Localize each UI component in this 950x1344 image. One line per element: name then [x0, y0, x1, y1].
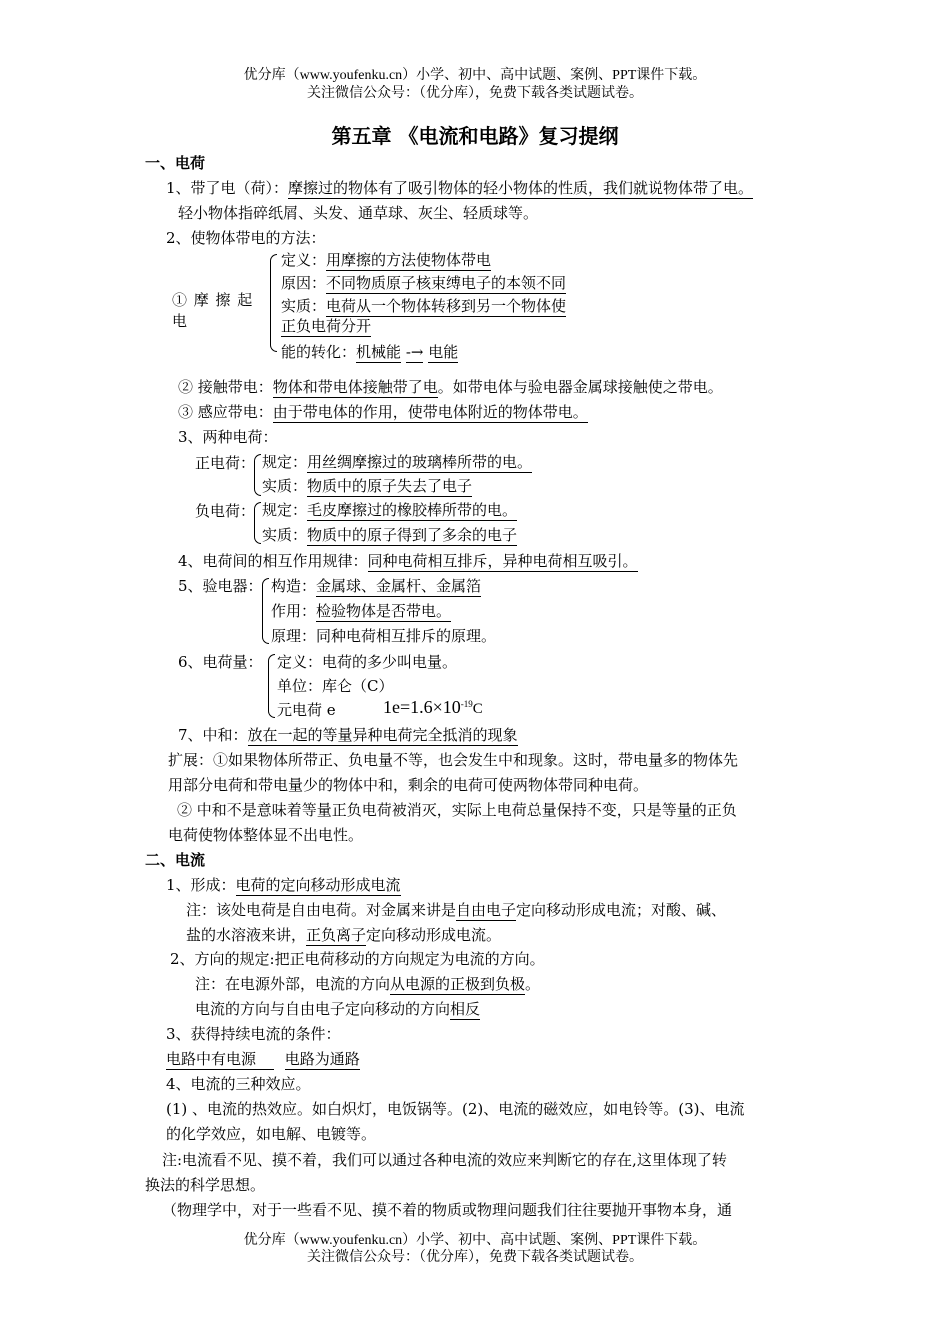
method-1-energy — [281, 342, 458, 362]
brace-positive — [254, 454, 261, 496]
elementary-charge-label: 元电荷 e — [277, 701, 336, 719]
page-title: 第五章 《电流和电路》复习提纲 — [331, 124, 619, 148]
negative-rule-label: 规定： — [262, 501, 308, 519]
item-5-label: 5、验电器： — [178, 577, 263, 595]
charge-definition: 定义：电荷的多少叫电量。 — [277, 653, 458, 671]
energy-from: 机械能 — [356, 343, 402, 361]
item-6-label: 6、电荷量： — [178, 653, 263, 671]
item-7-text: 放在一起的等量异种电荷完全抵消的现象 — [247, 726, 518, 744]
direction-note-2 — [195, 999, 480, 1019]
direction-note-b: 。 — [525, 975, 541, 993]
electroscope-structure — [271, 576, 481, 596]
method-2-rest: 。如带电体与验电器金属球接触使之带电。 — [437, 378, 723, 396]
method-2-text: 物体和带电体接触带了电 — [272, 378, 438, 396]
item-4-label: 4、电荷间的相互作用规律： — [178, 552, 368, 570]
method-3 — [178, 402, 588, 422]
energy-arrow: -→ — [405, 343, 424, 361]
item-4-text: 同种电荷相互排斥，异种电荷相互吸引。 — [367, 552, 638, 570]
note-line-2: 换法的科学思想。 — [145, 1176, 266, 1194]
negative-essence-text: 物质中的原子得到了多余的电子 — [307, 526, 518, 544]
note-1-b: 定向移动形成电流；对酸、碱、 — [516, 901, 727, 919]
e-unit: C — [472, 701, 483, 717]
positive-rule-label: 规定： — [262, 453, 308, 471]
item-1-text: 摩擦过的物体有了吸引物体的轻小物体的性质，我们就说物体带了电。 — [288, 179, 754, 197]
definition-text: 用摩擦的方法使物体带电 — [326, 251, 492, 269]
note-2-underline: 正负离子 — [306, 926, 367, 944]
footer-line-2: 关注微信公众号：（优分库），免费下载各类试题试卷。 — [307, 1250, 643, 1265]
energy-to: 电能 — [428, 343, 459, 361]
negative-rule-text: 毛皮摩擦过的橡胶棒所带的电。 — [307, 501, 518, 519]
brace-electroscope — [262, 578, 269, 644]
extension-line-1: 扩展：①如果物体所带正、负电量不等，也会发生中和现象。这时，带电量多的物体先 — [168, 751, 739, 769]
positive-essence-label: 实质： — [262, 477, 308, 495]
method-1-essence-2 — [281, 316, 371, 336]
method-3-text: 由于带电体的作用，使带电体附近的物体带电。 — [272, 403, 588, 421]
note-1-a: 注：该处电荷是自由电荷。对金属来讲是 — [186, 901, 457, 919]
item-7-label: 7、中和： — [178, 726, 248, 744]
method-1-essence — [281, 296, 566, 316]
e-exponent: -19 — [460, 699, 473, 709]
extension-line-2: 用部分电荷和带电量少的物体中和，剩余的电荷可使两物体带同种电荷。 — [168, 776, 649, 794]
direction-rule: 2、方向的规定:把正电荷移动的方向规定为电流的方向。 — [170, 950, 545, 968]
section-2-heading: 二、电流 — [145, 851, 206, 869]
formation-note-2 — [186, 925, 501, 945]
item-2: 2、使物体带电的方法： — [166, 229, 326, 247]
method-3-label: ③ 感应带电： — [178, 403, 273, 421]
method-2-label: ② 接触带电： — [178, 378, 273, 396]
positive-rule-text: 用丝绸摩擦过的玻璃棒所带的电。 — [307, 453, 533, 471]
header-line-2: 关注微信公众号：（优分库），免费下载各类试题试卷。 — [307, 86, 643, 101]
function-text: 检验物体是否带电。 — [316, 602, 452, 620]
essence-text-2: 正负电荷分开 — [281, 317, 372, 335]
effects-line-2: 的化学效应，如电解、电镀等。 — [166, 1125, 377, 1143]
effects-line-1: (1) 、电流的热效应。如白炽灯，电饭锅等。(2)、电流的磁效应，如电铃等。(3)、电流 — [166, 1100, 745, 1118]
direction-note-2-underline: 相反 — [450, 1000, 481, 1018]
negative-charge-label: 负电荷： — [195, 502, 256, 520]
item-3: 3、两种电荷： — [178, 428, 278, 446]
method-1-reason — [281, 273, 566, 293]
elementary-charge-value — [383, 694, 483, 719]
direction-note-a: 注：在电源外部，电流的方向 — [195, 975, 391, 993]
effects-heading: 4、电流的三种效应。 — [166, 1075, 311, 1093]
condition-items — [166, 1049, 360, 1069]
condition-a: 电路中有电源 — [166, 1050, 274, 1070]
brace-charge-quantity — [268, 654, 275, 718]
e-value: 1e=1.6×10 — [383, 697, 461, 717]
brace-method-1 — [270, 254, 277, 352]
note-1-underline: 自由电子 — [456, 901, 517, 919]
formation-text: 电荷的定向移动形成电流 — [235, 876, 401, 894]
note-line-1: 注:电流看不见、摸不着，我们可以通过各种电流的效应来判断它的存在,这里体现了转 — [162, 1151, 727, 1169]
formation-label: 1、形成： — [166, 876, 236, 894]
negative-essence-label: 实质： — [262, 526, 308, 544]
condition-heading: 3、获得持续电流的条件： — [166, 1025, 341, 1043]
item-1-label: 1、带了电（荷）： — [166, 179, 289, 197]
extension-line-3: ② 中和不是意味着等量正负电荷被消灭，实际上电荷总量保持不变，只是等量的正负 — [177, 801, 737, 819]
item-1-line-2: 轻小物体指碎纸屑、头发、通草球、灰尘、轻质球等。 — [178, 204, 539, 222]
reason-label: 原因： — [281, 274, 327, 292]
formation-note-1 — [186, 900, 726, 920]
extension-line-4: 电荷使物体整体显不出电性。 — [168, 826, 364, 844]
note-2-b: 定向移动形成电流。 — [366, 926, 502, 944]
brace-negative — [254, 502, 261, 544]
section-1-heading: 一、电荷 — [145, 154, 206, 172]
method-1-definition — [281, 250, 491, 270]
footer-line-1: 优分库（www.youfenku.cn）小学、初中、高中试题、案例、PPT课件下载。 — [243, 1233, 707, 1248]
definition-label: 定义： — [281, 251, 327, 269]
positive-essence-text: 物质中的原子失去了电子 — [307, 477, 473, 495]
electroscope-principle: 原理：同种电荷相互排斥的原理。 — [271, 627, 497, 645]
method-1-label: ① 摩 擦 起 — [172, 291, 254, 309]
item-4 — [178, 551, 638, 571]
positive-charge-label: 正电荷： — [195, 454, 256, 472]
structure-text: 金属球、金属杆、金属箔 — [316, 577, 482, 595]
structure-label: 构造： — [271, 577, 317, 595]
positive-essence — [262, 476, 472, 496]
condition-b: 电路为通路 — [284, 1050, 360, 1068]
direction-note-underline: 从电源的正极到负极 — [390, 975, 526, 993]
charge-unit: 单位：库仑（C） — [277, 677, 394, 695]
essence-label: 实质： — [281, 297, 327, 315]
negative-rule — [262, 500, 517, 520]
note-line-3: （物理学中，对于一些看不见、摸不着的物质或物理问题我们往往要抛开事物本身，通 — [162, 1201, 733, 1219]
method-2 — [178, 377, 723, 397]
direction-note-1 — [195, 974, 540, 994]
electroscope-function — [271, 601, 451, 621]
essence-text: 电荷从一个物体转移到另一个物体使 — [326, 297, 567, 315]
method-1-label-2: 电 — [172, 312, 188, 330]
energy-label: 能的转化： — [281, 343, 357, 361]
positive-rule — [262, 452, 532, 472]
reason-text: 不同物质原子核束缚电子的本领不同 — [326, 274, 567, 292]
item-7 — [178, 725, 518, 745]
formation — [166, 875, 401, 895]
negative-essence — [262, 525, 517, 545]
direction-note-2-a: 电流的方向与自由电子定向移动的方向 — [195, 1000, 451, 1018]
note-2-a: 盐的水溶液来讲， — [186, 926, 307, 944]
header-line-1: 优分库（www.youfenku.cn）小学、初中、高中试题、案例、PPT课件下载。 — [243, 68, 707, 83]
function-label: 作用： — [271, 602, 317, 620]
item-1 — [166, 178, 753, 198]
